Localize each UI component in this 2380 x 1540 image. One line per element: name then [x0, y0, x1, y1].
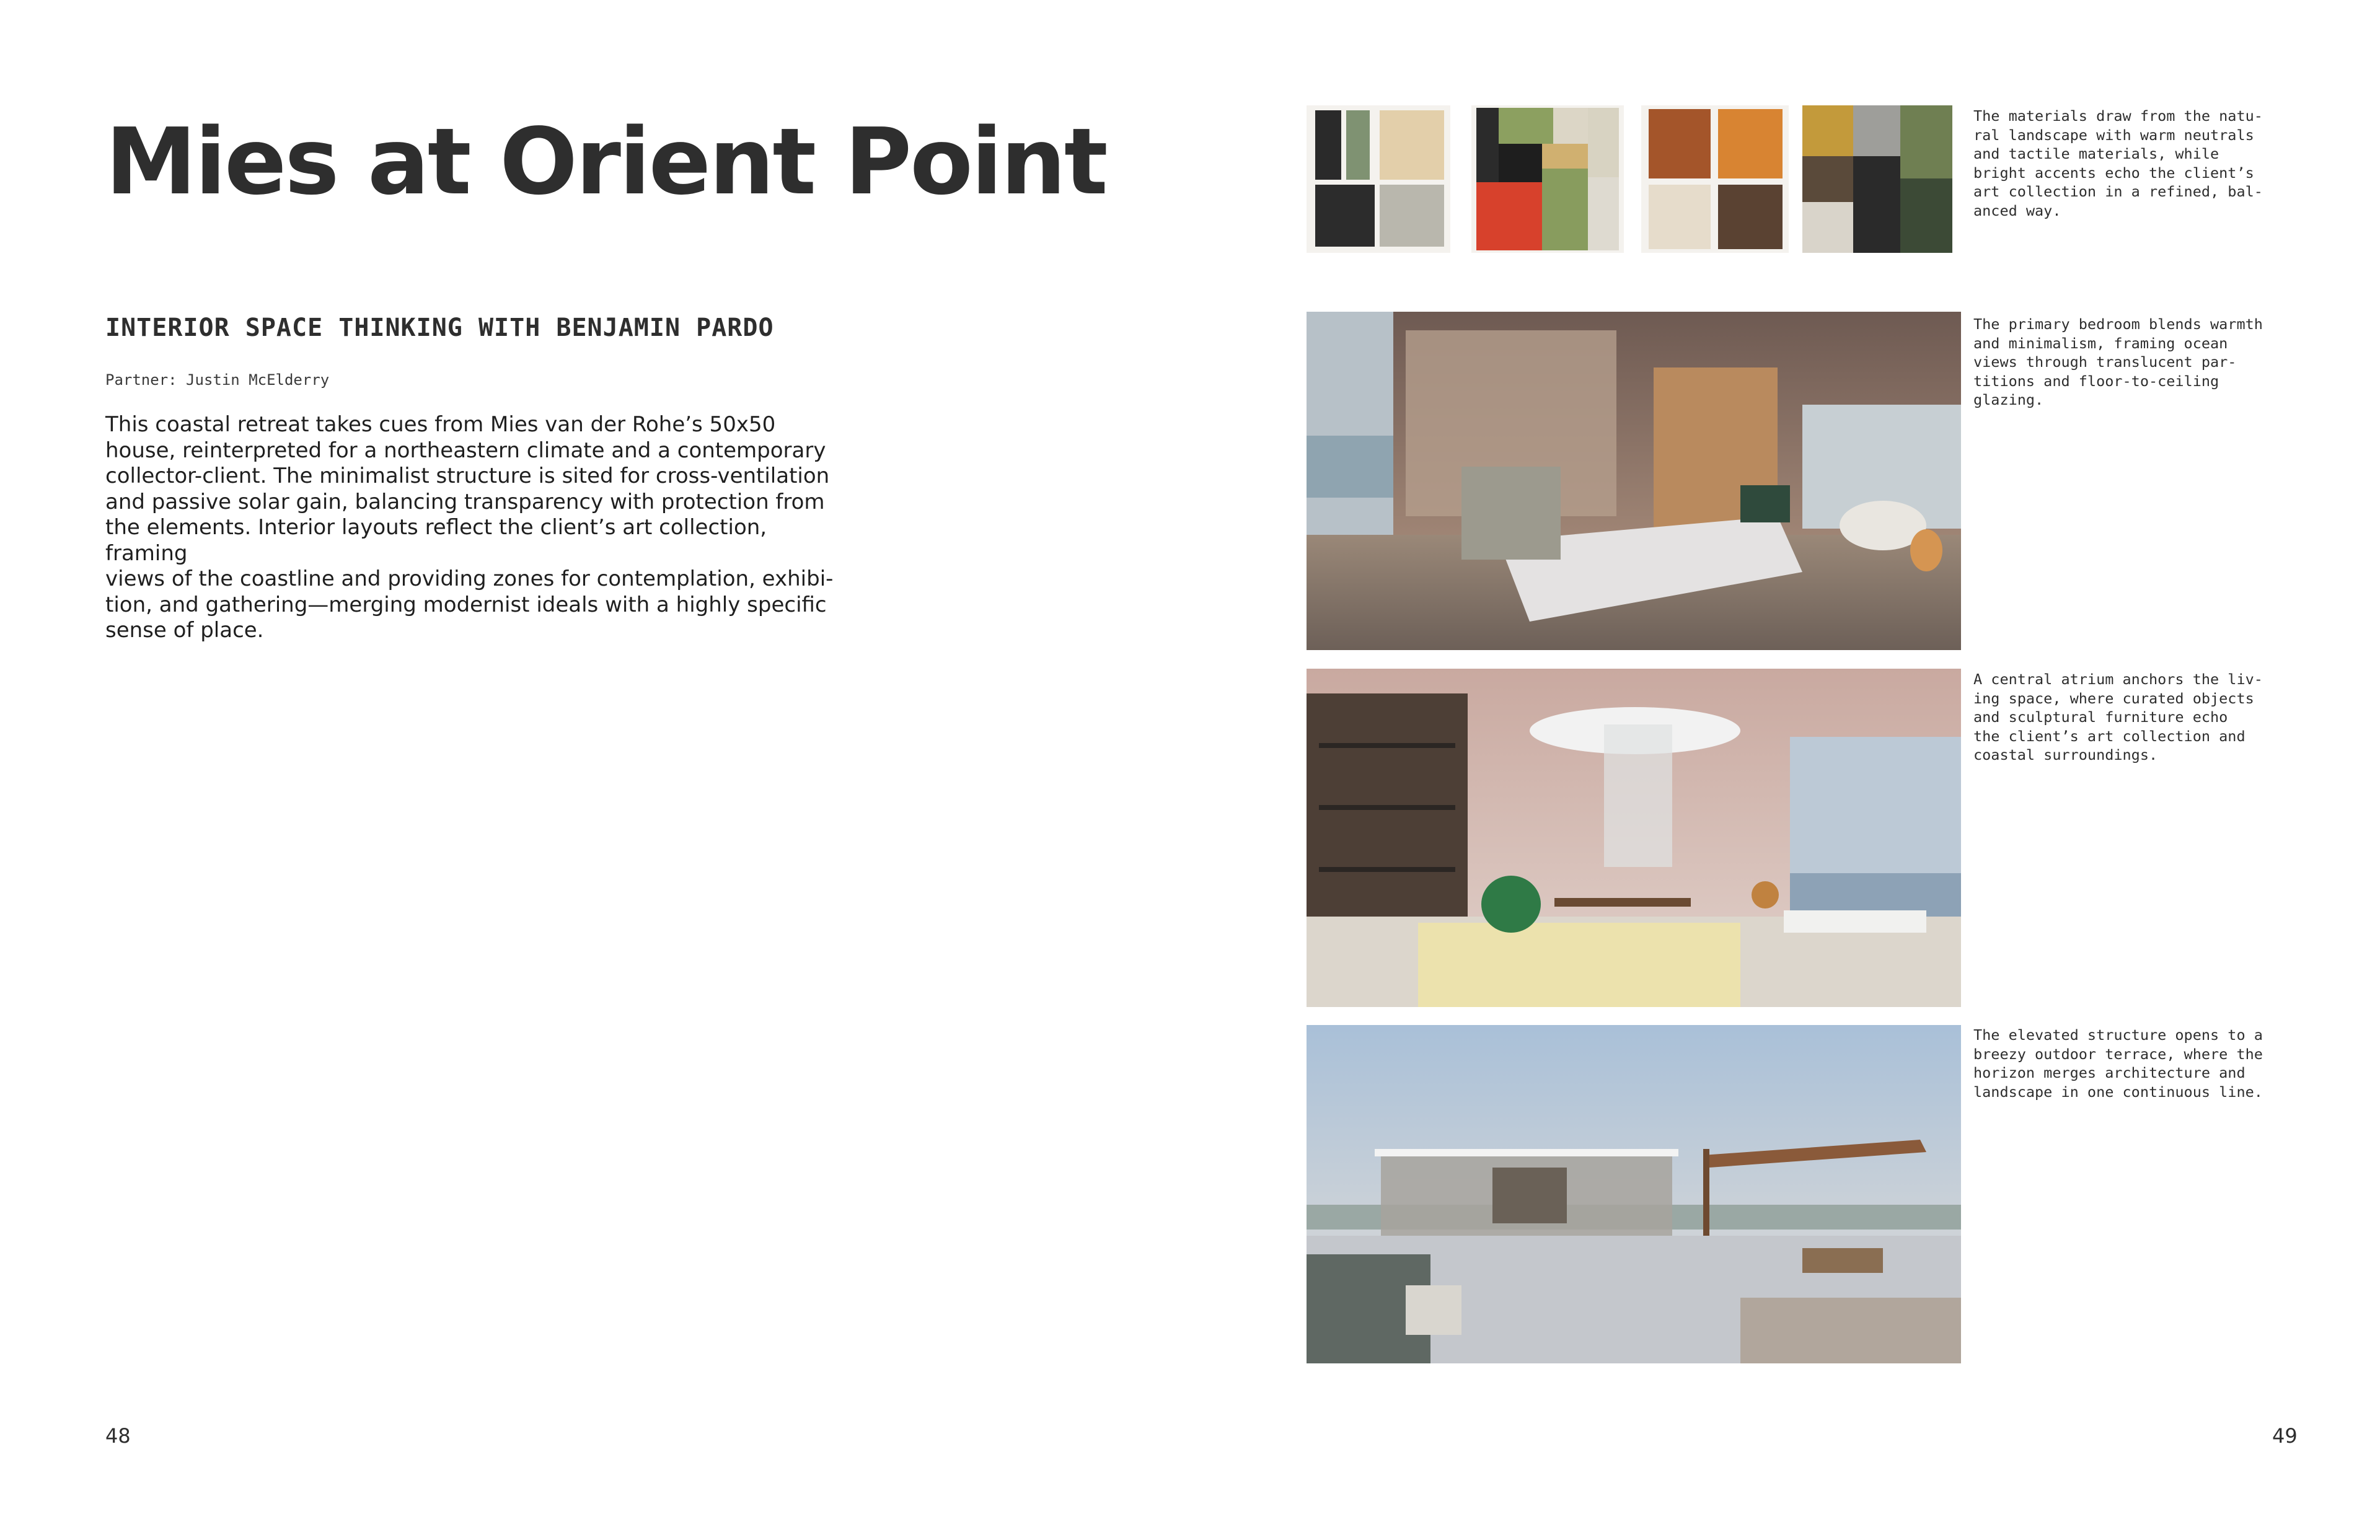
- material-board-3: [1641, 105, 1789, 253]
- page-number-left: 48: [105, 1424, 131, 1448]
- material-board-4: [1802, 105, 1952, 253]
- caption-materials: The materials draw from the natu- ral landscape with warm neutrals and tactile materials, while bright accents echo the client’s art collection in a refined, bal- anced way.: [1973, 107, 2263, 219]
- caption-bedroom: The primary bedroom blends warmth and minimalism, framing ocean views through translucent par- titions and floor-to-ceiling glazing.: [1973, 315, 2263, 408]
- terrace-rendering: [1307, 1025, 1961, 1363]
- bedroom-rendering: [1307, 312, 1961, 650]
- section-subtitle: INTERIOR SPACE THINKING WITH BENJAMIN PARDO: [105, 314, 774, 342]
- material-board-2: [1471, 105, 1624, 253]
- atrium-rendering: [1307, 669, 1961, 1007]
- page-number-right: 49: [2272, 1424, 2298, 1448]
- page-title: Mies at Orient Point: [105, 108, 1106, 215]
- partner-credit: Partner: Justin McElderry: [105, 371, 330, 389]
- project-description: This coastal retreat takes cues from Mies van der Rohe’s 50x50 house, reinterpreted for a northeastern climate and a contemporary collector-client. The minimalist structure is sited for cross-ventilation and passive solar gain, balancing transparency with protection from the elements. Interior layouts reflect the client’s art collection, framing views of the coastline and providing zones for contemplation, exhibi- tion, and gathering—merging modernist ideals with a highly specific sense of place.: [105, 412, 834, 643]
- material-board-1: [1307, 105, 1450, 253]
- caption-atrium: A central atrium anchors the liv- ing space, where curated objects and sculptural furniture echo the client’s art collection and coastal surroundings.: [1973, 671, 2263, 763]
- caption-terrace: The elevated structure opens to a breezy outdoor terrace, where the horizon merges architecture and landscape in one continuous line.: [1973, 1026, 2263, 1101]
